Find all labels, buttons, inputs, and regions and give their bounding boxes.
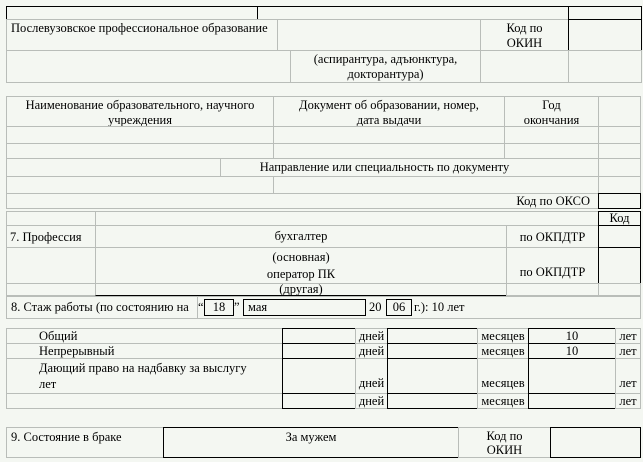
experience-months-label: месяцев bbox=[477, 328, 529, 344]
top-strip-cell-1 bbox=[6, 6, 258, 20]
experience-months-value bbox=[387, 358, 478, 394]
profession-code-row-cell-1 bbox=[6, 211, 96, 226]
experience-months-label: месяцев bbox=[477, 358, 529, 394]
profession-secondary-cell bbox=[95, 247, 507, 284]
profession-primary-hint: (основная) bbox=[272, 250, 330, 264]
top-strip-cell-2 bbox=[257, 6, 569, 20]
experience-years-label: лет bbox=[615, 358, 641, 394]
education-row1-document bbox=[273, 126, 505, 144]
profession-secondary-code-box bbox=[598, 247, 641, 284]
education-row2-year bbox=[504, 143, 599, 159]
top-strip-cell-3 bbox=[568, 6, 642, 20]
experience-months-label: месяцев bbox=[477, 393, 529, 409]
work-experience-prefix: 8. Стаж работы (по состоянию на bbox=[11, 300, 189, 314]
postgraduate-okin-code-box bbox=[568, 19, 642, 51]
okso-label: Код по ОКСО bbox=[6, 193, 599, 209]
experience-years-value: 10 bbox=[528, 343, 616, 359]
work-experience-year-box: 06 bbox=[386, 299, 412, 316]
work-experience-close-quote: ” bbox=[234, 300, 240, 314]
postgraduate-label: Послевузовское профессиональное образование bbox=[6, 19, 278, 51]
experience-row-label: Непрерывный bbox=[6, 343, 283, 359]
postgraduate-value-cell bbox=[277, 19, 481, 51]
profession-secondary-hint: (другая) bbox=[95, 283, 507, 296]
speciality-empty-cell bbox=[6, 158, 221, 177]
postgraduate-hint: (аспирантура, адъюнктура, докторантура) bbox=[290, 50, 481, 83]
education-row2-institution bbox=[6, 143, 274, 159]
experience-months-value bbox=[387, 328, 478, 344]
profession-code-row-cell-2 bbox=[95, 211, 599, 226]
experience-years-value bbox=[528, 358, 616, 394]
experience-days-value bbox=[282, 358, 356, 394]
profession-secondary-value: оператор ПК bbox=[266, 267, 336, 281]
work-experience-century: 20 bbox=[369, 300, 382, 314]
speciality-value-cell-2 bbox=[273, 176, 599, 194]
experience-months-value bbox=[387, 393, 478, 409]
experience-months-label: месяцев bbox=[477, 343, 529, 359]
marital-okin-label: Код по ОКИН bbox=[458, 427, 551, 458]
okso-code-box bbox=[598, 193, 641, 209]
speciality-value-cell-1 bbox=[6, 176, 274, 194]
postgraduate-empty-cell bbox=[6, 50, 291, 83]
speciality-label: Направление или специальность по документу bbox=[220, 158, 599, 177]
speciality-code-cell bbox=[598, 158, 641, 177]
education-year-header: Год окончания bbox=[504, 96, 599, 127]
experience-months-value bbox=[387, 343, 478, 359]
profession-secondary-okpdtr-label: по ОКПДТР bbox=[506, 247, 599, 284]
profession-primary-code-box bbox=[598, 225, 641, 248]
speciality-value-code-cell bbox=[598, 176, 641, 194]
experience-days-value bbox=[282, 393, 356, 409]
experience-years-value bbox=[528, 393, 616, 409]
experience-years-label: лет bbox=[615, 328, 641, 344]
education-document-header: Документ об образовании, номер, дата выдачи bbox=[273, 96, 505, 127]
education-code-header-cell bbox=[598, 96, 641, 127]
postgraduate-empty-cell-2 bbox=[480, 50, 569, 83]
experience-days-value bbox=[282, 328, 356, 344]
education-row1-institution bbox=[6, 126, 274, 144]
education-row1-year bbox=[504, 126, 599, 144]
marital-okin-code-box bbox=[550, 427, 641, 458]
work-experience-open-quote: “ bbox=[198, 300, 204, 314]
postgraduate-empty-cell-3 bbox=[568, 50, 642, 83]
profession-other-code-cell bbox=[598, 283, 641, 296]
work-experience-month-box: мая bbox=[243, 299, 366, 316]
experience-days-label: дней bbox=[355, 343, 388, 359]
experience-row-label bbox=[6, 393, 283, 409]
profession-other-left-cell bbox=[6, 283, 96, 296]
marital-status-label: 9. Состояние в браке bbox=[6, 427, 164, 458]
profession-primary-value: бухгалтер bbox=[95, 225, 507, 248]
work-experience-suffix: г.): 10 лет bbox=[414, 300, 465, 314]
experience-days-value bbox=[282, 343, 356, 359]
education-row2-code bbox=[598, 143, 641, 159]
education-row1-code bbox=[598, 126, 641, 144]
education-institution-header: Наименование образовательного, научного учреждения bbox=[6, 96, 274, 127]
profession-other-cell bbox=[506, 283, 599, 296]
experience-days-label: дней bbox=[355, 358, 388, 394]
profession-primary-okpdtr-label: по ОКПДТР bbox=[506, 225, 599, 248]
profession-secondary-left-cell bbox=[6, 247, 96, 284]
postgraduate-okin-label: Код по ОКИН bbox=[480, 19, 569, 51]
profession-label: 7. Профессия bbox=[6, 225, 96, 248]
experience-days-label: дней bbox=[355, 393, 388, 409]
education-row2-document bbox=[273, 143, 505, 159]
profession-code-header: Код bbox=[598, 211, 641, 226]
experience-years-label: лет bbox=[615, 343, 641, 359]
experience-days-label: дней bbox=[355, 328, 388, 344]
experience-row-label: Дающий право на надбавку за выслугу лет bbox=[6, 358, 283, 394]
experience-years-label: лет bbox=[615, 393, 641, 409]
experience-years-value: 10 bbox=[528, 328, 616, 344]
work-experience-day-box: 18 bbox=[204, 299, 234, 316]
marital-status-value: За мужем bbox=[163, 427, 459, 458]
experience-row-label: Общий bbox=[6, 328, 283, 344]
